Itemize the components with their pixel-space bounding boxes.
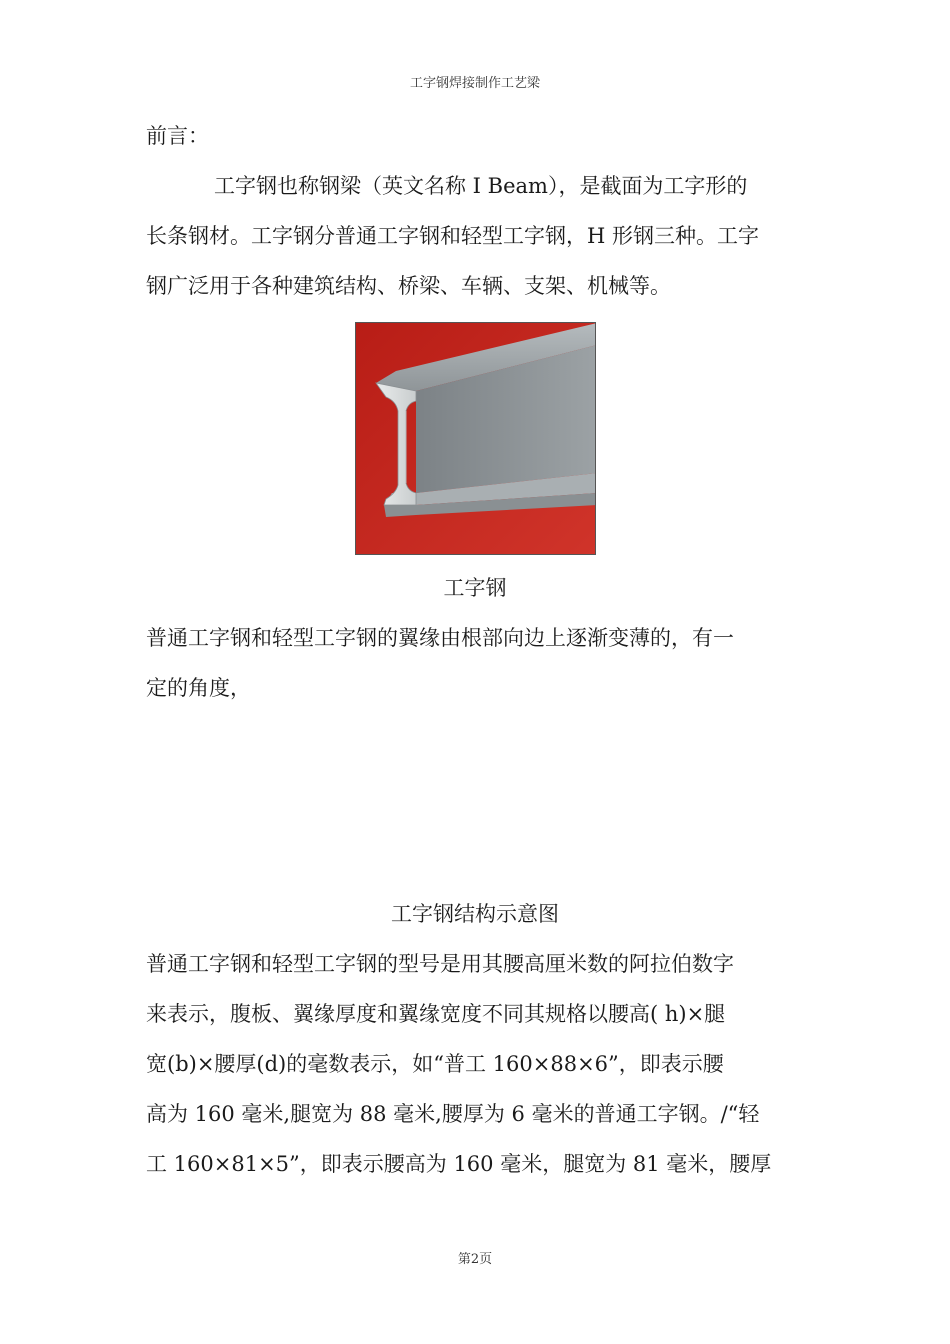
intro-line-1: 工字钢也称钢梁（英文名称 I Beam），是截面为工字形的: [214, 174, 748, 198]
para3-line-4: 高为 160 毫米,腿宽为 88 毫米,腰厚为 6 毫米的普通工字钢。/“轻: [146, 1102, 760, 1126]
figure-caption-i-beam: 工字钢: [443, 576, 507, 600]
para3-line-2: 来表示，腹板、翼缘厚度和翼缘宽度不同其规格以腰高( h)×腿: [146, 1002, 726, 1026]
section-heading: 前言：: [146, 124, 209, 148]
intro-line-3: 钢广泛用于各种建筑结构、桥梁、车辆、支架、机械等。: [146, 274, 671, 298]
page-header: 工字钢焊接制作工艺梁: [409, 76, 540, 91]
para3-line-5: 工 160×81×5”，即表示腰高为 160 毫米，腿宽为 81 毫米，腰厚: [146, 1152, 772, 1176]
i-beam-illustration: [356, 323, 596, 555]
i-beam-photo: [355, 322, 596, 555]
para2-line-2: 定的角度，: [146, 676, 251, 700]
para3-line-3: 宽(b)×腰厚(d)的毫数表示，如“普工 160×88×6”，即表示腰: [146, 1052, 724, 1076]
para3-line-1: 普通工字钢和轻型工字钢的型号是用其腰高厘米数的阿拉伯数字: [146, 952, 734, 976]
page-number: 第2页: [457, 1252, 493, 1267]
figure-caption-structure: 工字钢结构示意图: [391, 902, 559, 926]
intro-line-2: 长条钢材。工字钢分普通工字钢和轻型工字钢，H 形钢三种。工字: [146, 224, 759, 248]
para2-line-1: 普通工字钢和轻型工字钢的翼缘由根部向边上逐渐变薄的，有一: [146, 626, 734, 650]
